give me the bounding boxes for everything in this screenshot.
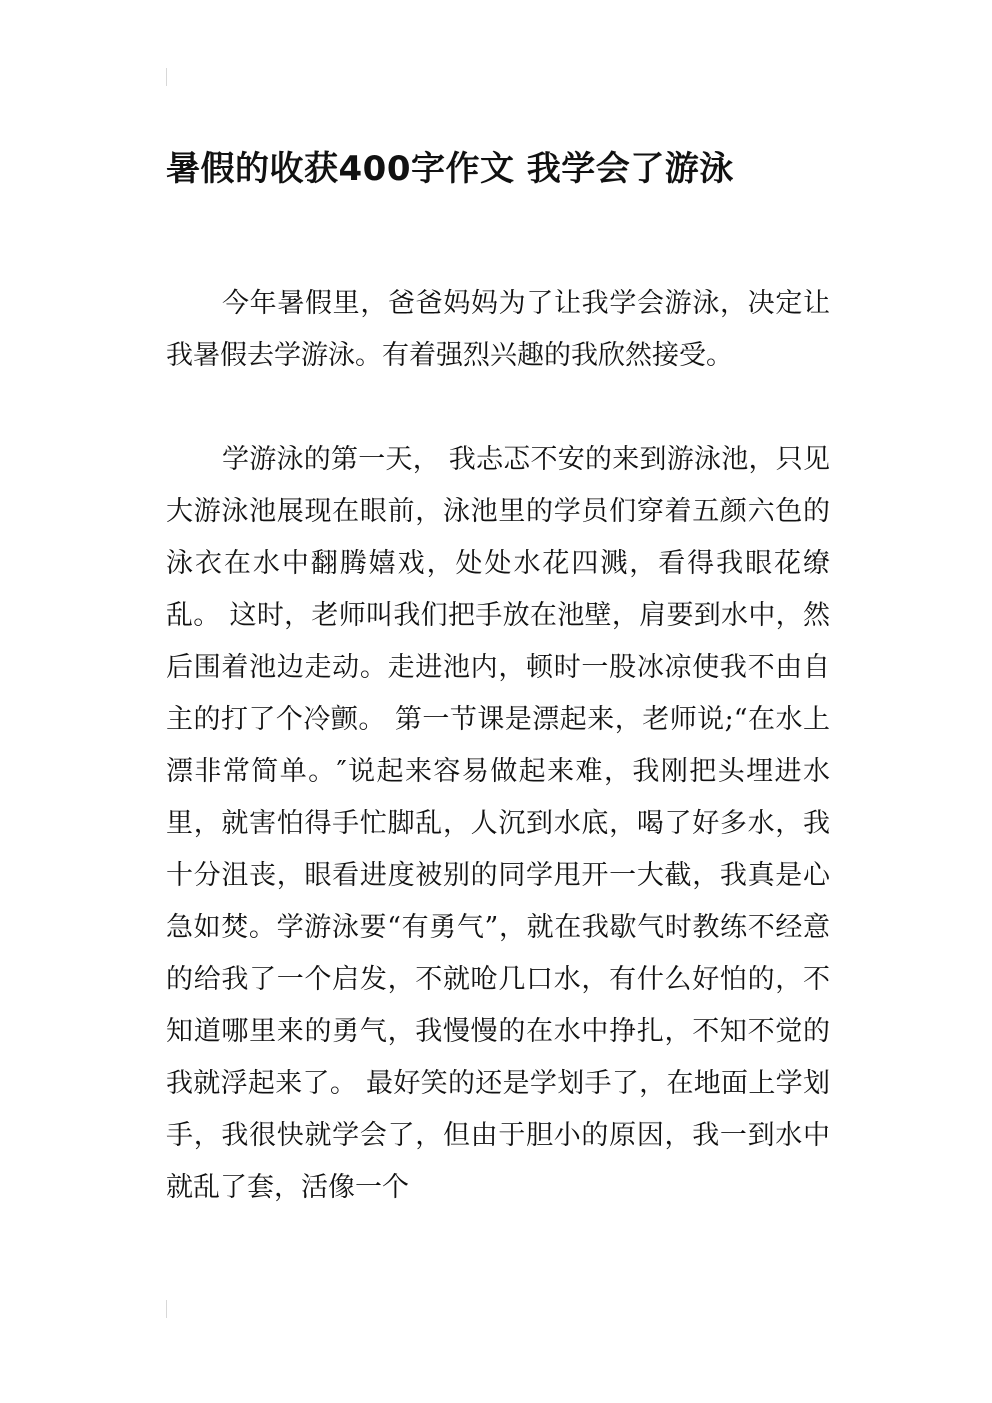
- page-title: 暑假的收获400字作文 我学会了游泳: [166, 148, 734, 189]
- crop-mark-top: [166, 68, 167, 86]
- paragraph-spacer: [166, 382, 830, 434]
- article-body: [166, 278, 830, 1214]
- paragraph-2: 学游泳的第一天， 我忐忑不安的来到游泳池，只见大游泳池展现在眼前，泳池里的学员们穿着五颜六色的泳衣在水中翻腾嬉戏，处处水花四溅，看得我眼花缭乱。 这时，老师叫我们把手放在池壁，肩要到水中，然后围着池边走动。走进池内，顿时一股冰凉使我不由自主的打了个冷颤。 第一节课是漂起来，老师说;“在水上漂非常简单。″说起来容易做起来难，我刚把头埋进水里，就害怕得手忙脚乱，人沉到水底，喝了好多水，我十分沮丧，眼看进度被别的同学甩开一大截，我真是心急如焚。学游泳要“有勇气”，就在我歇气时教练不经意的给我了一个启发，不就呛几口水，有什么好怕的，不知道哪里来的勇气，我慢慢的在水中挣扎，不知不觉的我就浮起来了。 最好笑的还是学划手了，在地面上学划手，我很快就学会了，但由于胆小的原因，我一到水中就乱了套，活像一个: [166, 444, 830, 1203]
- paragraph-1: 今年暑假里，爸爸妈妈为了让我学会游泳，决定让我暑假去学游泳。有着强烈兴趣的我欣然接受。: [166, 288, 830, 371]
- crop-mark-bottom: [166, 1300, 167, 1318]
